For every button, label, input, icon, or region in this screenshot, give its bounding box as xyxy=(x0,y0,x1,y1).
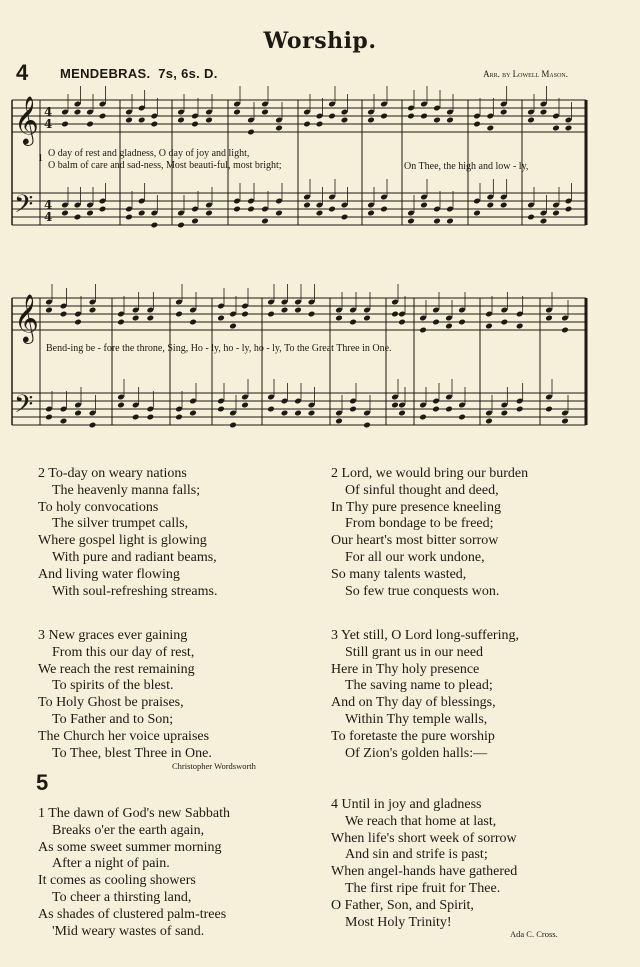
verse-line: 4 Until in joy and gladness xyxy=(331,797,482,812)
lyrics-system1-line1: O day of rest and gladness, O day of joy and light, xyxy=(48,148,250,159)
verse-line: And on Thy day of blessings, xyxy=(331,695,496,711)
svg-text:4: 4 xyxy=(44,105,53,119)
verse-line: It comes as cooling showers xyxy=(38,873,196,889)
svg-text:𝄞: 𝄞 xyxy=(14,293,39,342)
verse-2-left xyxy=(38,466,217,600)
verse-line: To Father and to Son; xyxy=(52,711,174,727)
svg-text:𝄞: 𝄞 xyxy=(14,95,39,144)
hymn5-author: Ada C. Cross. xyxy=(510,929,558,939)
verse-line: Of Zion's golden halls:— xyxy=(345,745,488,761)
verse-line: Our heart's most bitter sorrow xyxy=(331,533,499,549)
lyrics-system2: Bend-ing be - fore the throne, Sing, Ho - ly, ho - ly, ho - ly, To the Great Three in One. xyxy=(46,343,392,354)
lyrics-system1-tail: On Thee, the high and low - ly, xyxy=(404,161,529,172)
section-title: Worship. xyxy=(263,28,377,54)
svg-text:𝄢: 𝄢 xyxy=(14,190,34,225)
verse-line: The silver trumpet calls, xyxy=(52,516,189,532)
music-score xyxy=(0,0,640,450)
svg-text:4: 4 xyxy=(44,210,53,224)
verse-line: We reach the rest remaining xyxy=(38,661,195,677)
verse-line: Here in Thy holy presence xyxy=(331,661,480,677)
svg-text:𝄢: 𝄢 xyxy=(14,390,34,425)
hymn-number: 4 xyxy=(16,60,29,85)
verse-line: To spirits of the blest. xyxy=(52,678,174,694)
verse-line: So few true conquests won. xyxy=(345,583,500,599)
verse-line: For all our work undone, xyxy=(345,549,485,565)
notes xyxy=(45,86,572,428)
tune-name: MENDEBRAS. xyxy=(60,66,151,81)
hymn5-verse-1 xyxy=(38,806,230,940)
verse-line: To Thee, blest Three in One. xyxy=(52,745,212,761)
verse-3-right xyxy=(331,628,519,762)
verse-line: The saving name to plead; xyxy=(345,678,493,694)
clefs xyxy=(14,95,52,425)
verse-line: With soul-refreshing streams. xyxy=(52,583,218,599)
svg-text:4: 4 xyxy=(44,117,53,131)
hymn5-number: 5 xyxy=(36,770,49,795)
verse-line: O Father, Son, and Spirit, xyxy=(331,897,474,913)
verse-line: Breaks o'er the earth again, xyxy=(52,822,205,838)
verse-line: So many talents wasted, xyxy=(331,566,467,582)
verse-line: When life's short week of sorrow xyxy=(331,830,517,846)
verse-2-right xyxy=(331,466,528,600)
verse-line: Of sinful thought and deed, xyxy=(345,482,499,498)
lyrics-system1-line2: O balm of care and sad-ness, Most beauti-ful, most bright; xyxy=(48,160,282,171)
verse-line: 2 Lord, we would bring our burden xyxy=(331,466,529,481)
verse-line: 2 To-day on weary nations xyxy=(38,466,187,481)
svg-text:4: 4 xyxy=(44,198,53,212)
verse-line: To holy convocations xyxy=(38,499,159,515)
hymn4-author: Christopher Wordsworth xyxy=(172,761,256,771)
verse-line: Within Thy temple walls, xyxy=(345,711,488,727)
verse-line: To Holy Ghost be praises, xyxy=(38,695,184,711)
verse-line: And living water flowing xyxy=(38,566,180,582)
meter: 7s, 6s. D. xyxy=(158,66,218,81)
verse-line: After a night of pain. xyxy=(52,856,170,872)
verse-line: 3 New graces ever gaining xyxy=(38,628,188,643)
verse-line: Most Holy Trinity! xyxy=(345,914,452,930)
verse-line: The Church her voice upraises xyxy=(38,728,210,744)
verse-line: From bondage to be freed; xyxy=(345,516,494,532)
verse-line: As shades of clustered palm-trees xyxy=(38,906,227,922)
verse-line: The heavenly manna falls; xyxy=(52,482,201,498)
verse-line: Where gospel light is glowing xyxy=(38,533,207,549)
verse-line: 1 The dawn of God's new Sabbath xyxy=(38,806,231,821)
verse-line: In Thy pure presence kneeling xyxy=(331,499,502,515)
verse-line: To foretaste the pure worship xyxy=(331,728,495,744)
lyrics-verse-number: 1 xyxy=(38,153,43,164)
verse-line: From this our day of rest, xyxy=(52,644,195,660)
verse-line: The first ripe fruit for Thee. xyxy=(345,880,501,896)
arranger-credit: Arr. by Lowell Mason. xyxy=(483,69,568,79)
verse-line: 'Mid weary wastes of sand. xyxy=(52,923,205,939)
hymn5-verse-4 xyxy=(331,797,517,931)
verse-line: And sin and strife is past; xyxy=(345,847,488,863)
verse-3-left xyxy=(38,628,212,762)
verse-line: To cheer a thirsting land, xyxy=(52,889,192,905)
verse-line: As some sweet summer morning xyxy=(38,839,222,855)
verse-line: With pure and radiant beams, xyxy=(52,549,217,565)
verse-line: 3 Yet still, O Lord long-suffering, xyxy=(331,628,519,643)
verse-line: We reach that home at last, xyxy=(345,813,497,829)
verse-line: When angel-hands have gathered xyxy=(331,864,518,880)
verse-line: Still grant us in our need xyxy=(345,644,484,660)
